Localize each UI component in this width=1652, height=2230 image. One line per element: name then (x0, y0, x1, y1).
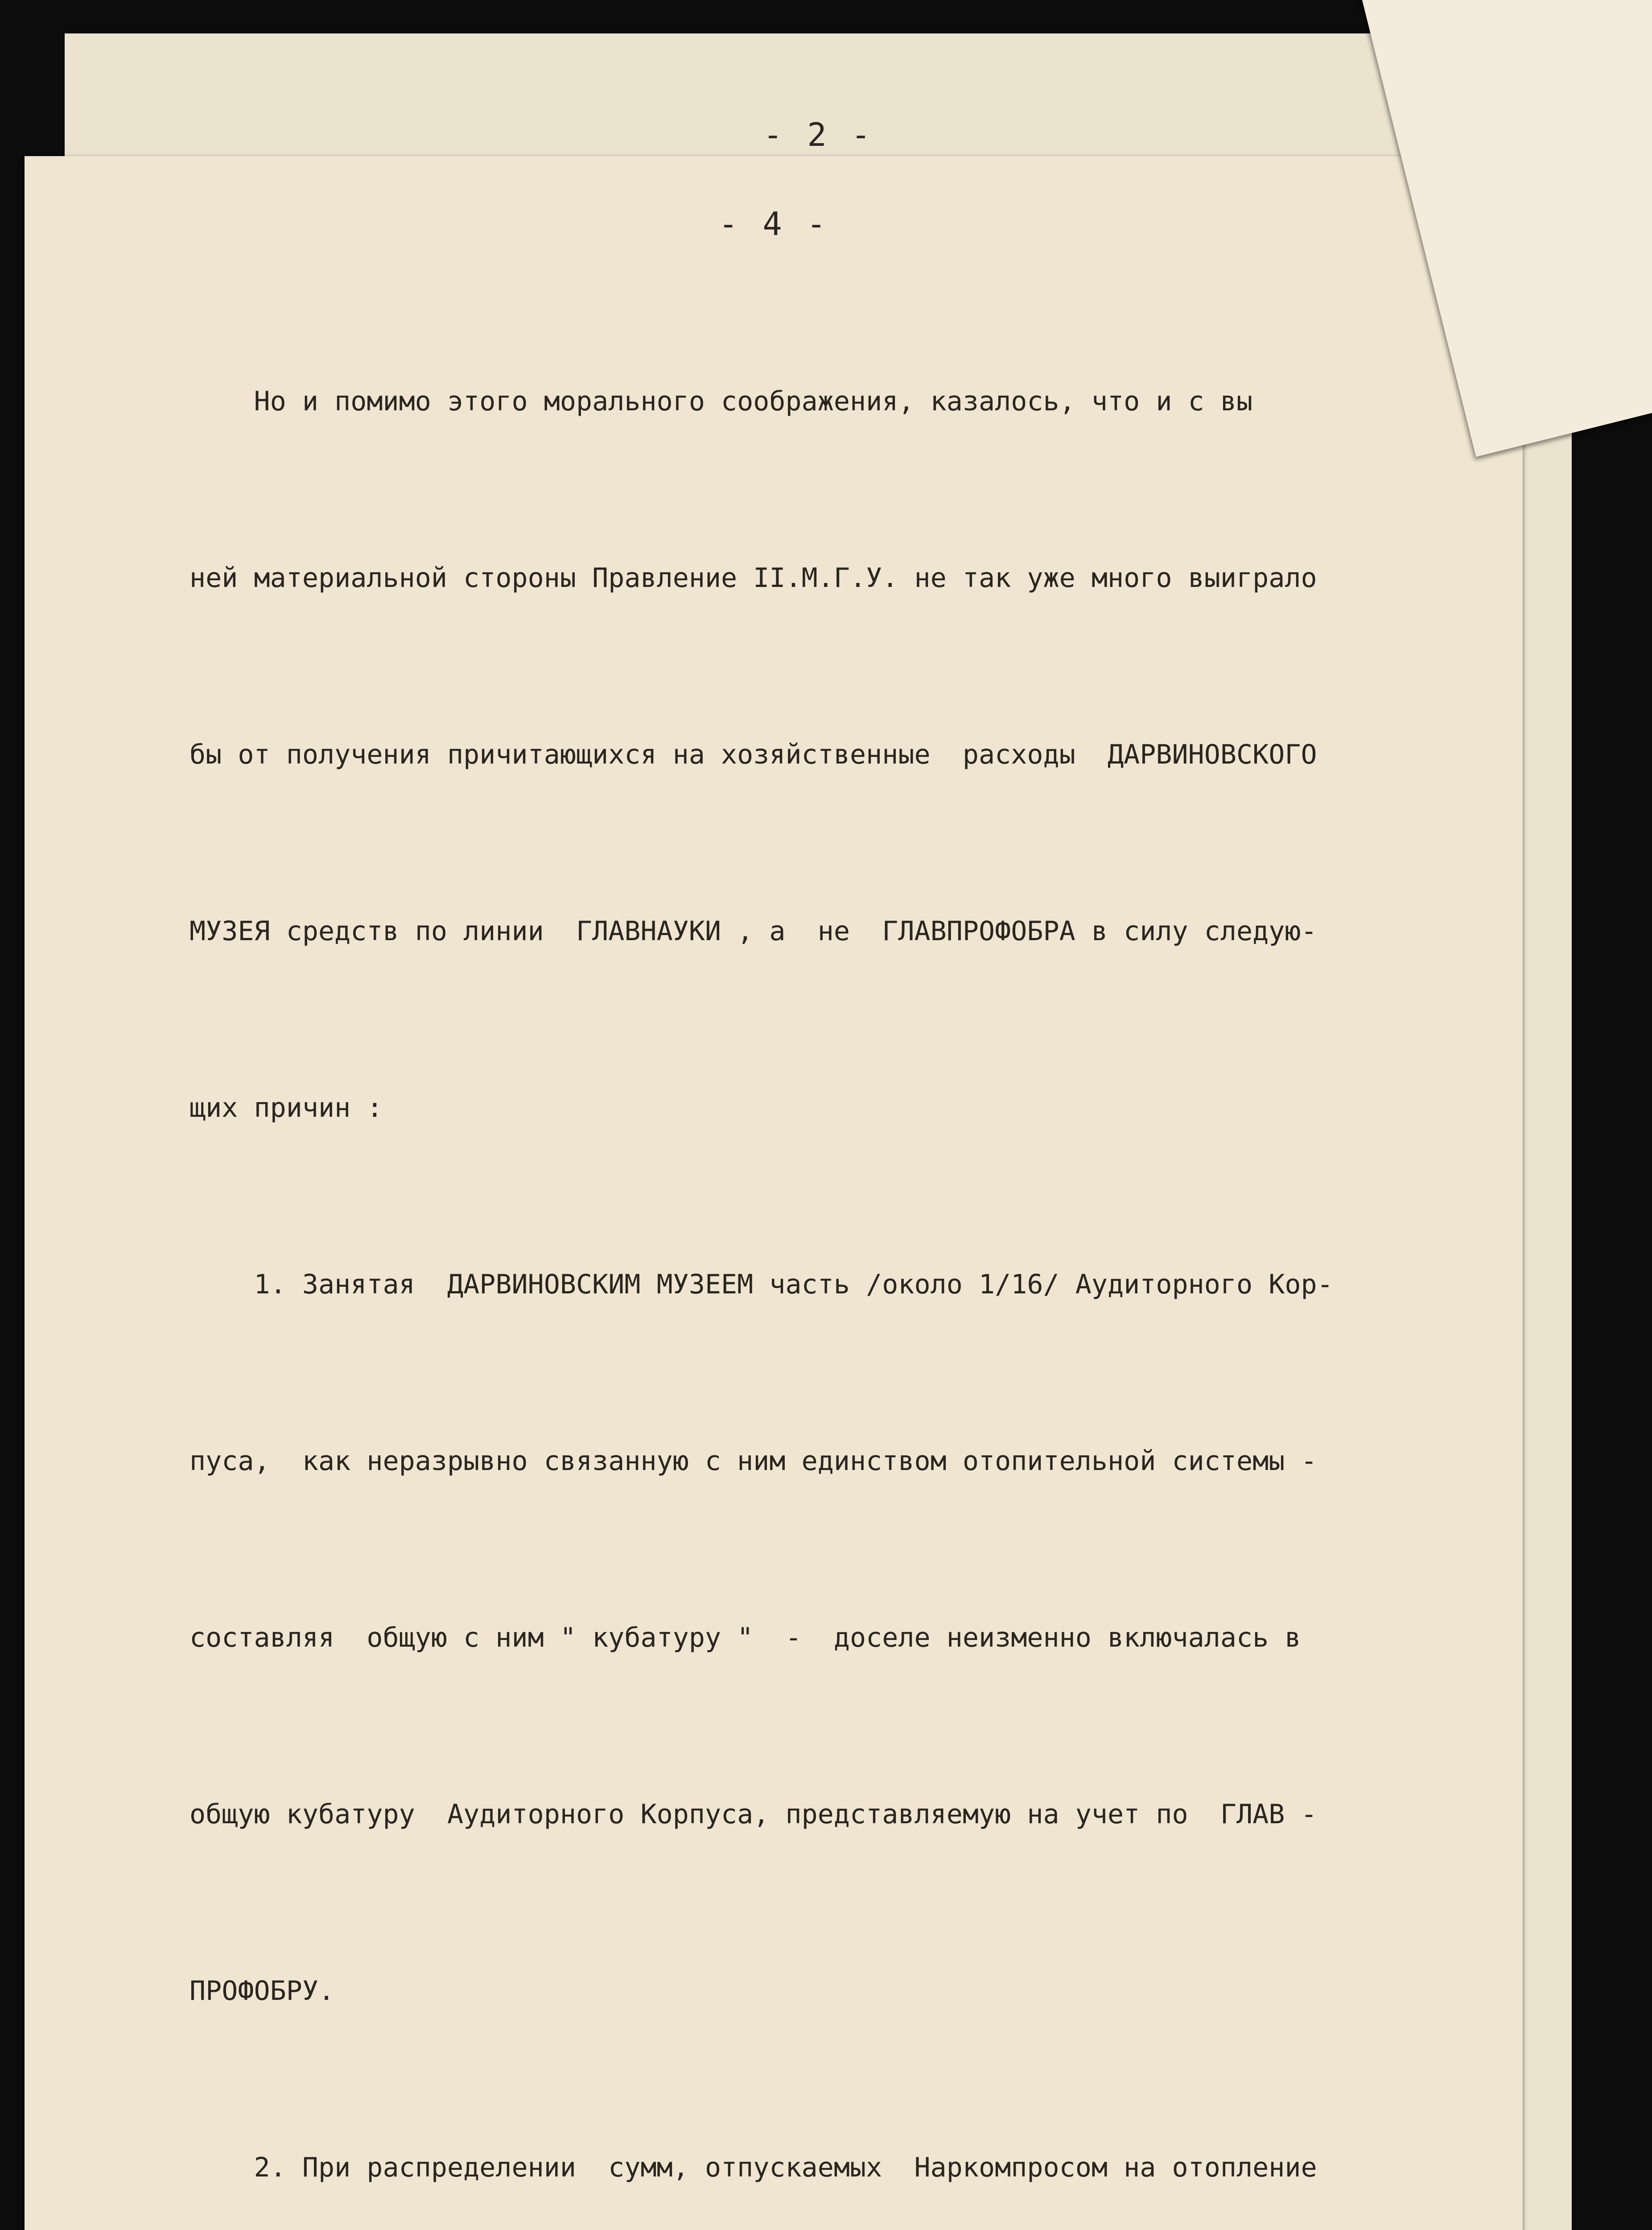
text-line: щих причин : (190, 1092, 383, 1123)
text-line: МУЗЕЯ средств по линии ГЛАВНАУКИ , а не ГЛАВПРОФОБРА в силу следую- (190, 916, 1317, 947)
text-line: общую кубатуру Аудиторного Корпуса, представляемую на учет по ГЛАВ - (190, 1799, 1317, 1830)
text-line: Но и помимо этого морального соображения, казалось, что и с вы (190, 386, 1253, 417)
typed-body-text (190, 254, 1465, 2230)
text-line: 1. Занятая ДАРВИНОВСКИМ МУЗЕЕМ часть /около 1/16/ Аудиторного Кор- (190, 1269, 1333, 1300)
text-line: составляя общую с ним " кубатуру " - доселе неизменно включалась в (190, 1622, 1301, 1653)
text-line: ней материальной стороны Правление II.М.Г.У. не так уже много выиграло (190, 562, 1317, 594)
text-line: 2. При распределении сумм, отпускаемых Наркомпросом на отопление (190, 2152, 1317, 2183)
text-line: ПРОФОБРУ. (190, 1975, 335, 2007)
text-line: пуса, как неразрывно связанную с ним единством отопительной системы - (190, 1445, 1317, 1477)
page-number: - 4 - (718, 205, 829, 243)
text-line: бы от получения причитающихся на хозяйственные расходы ДАРВИНОВСКОГО (190, 739, 1317, 770)
front-page (25, 156, 1523, 2230)
back-page-number: - 2 - (763, 116, 873, 153)
